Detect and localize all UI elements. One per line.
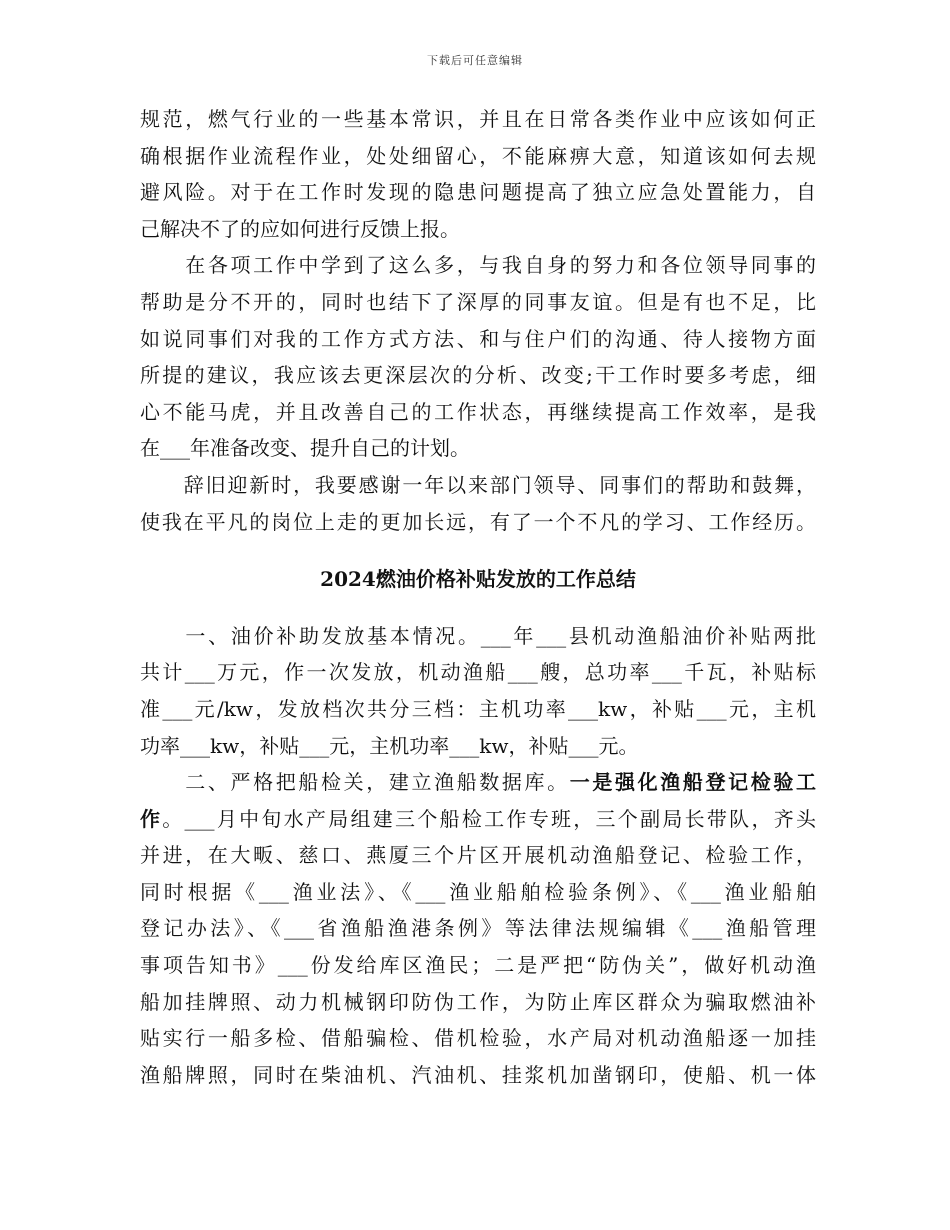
spacer [140, 600, 816, 618]
text-line: 事项告知书》___份发给库区渔民；二是严把“防伪关”，做好机动渔 [140, 953, 816, 978]
text-line: 同时根据《___渔业法》、《___渔业船舶检验条例》、《___渔业船舶 [140, 879, 816, 904]
text-run: 。___月中旬水产局组建三个船检工作专班，三个副局长带队，齐头 [162, 806, 817, 831]
paragraph [140, 467, 816, 540]
text-line: 登记办法》、《___省渔船渔港条例》等法律法规编辑《___渔船管理 [140, 916, 816, 941]
paragraph [140, 247, 816, 467]
text-line: 贴实行一船多检、借船骗检、借机检验，水产局对机动渔船逐一加挂 [140, 1026, 816, 1051]
bold-text-run: 一是强化渔船登记检验工 [569, 770, 817, 795]
text-line: 帮助是分不开的，同时也结下了深厚的同事友谊。但是有也不足，比 [140, 289, 816, 314]
text-line: 船加挂牌照、动力机械钢印防伪工作，为防止库区群众为骗取燃油补 [140, 989, 816, 1014]
text-line: 所提的建议，我应该去更深层次的分析、改变;干工作时要多考虑，细 [140, 363, 816, 388]
text-run: 二、严格把船检关，建立渔船数据库。 [140, 770, 570, 795]
paragraph [140, 101, 816, 247]
text-line: 准___元/kw，发放档次共分三档：主机功率___kw，补贴___元，主机 [140, 696, 816, 721]
page-header: 下载后可任意编辑 [427, 54, 523, 67]
text-line [140, 801, 816, 838]
text-line: 共计___万元，作一次发放，机动渔船___艘，总功率___千瓦，补贴标 [140, 660, 816, 685]
text-line: 确根据作业流程作业，处处细留心，不能麻痹大意，知道该如何去规 [140, 143, 816, 168]
text-line: 己解决不了的应如何进行反馈上报。 [140, 216, 460, 241]
text-line: 辞旧迎新时，我要感谢一年以来部门领导、同事们的帮助和鼓舞， [140, 472, 816, 497]
spacer [140, 540, 816, 558]
text-line: 并进，在大畈、慈口、燕厦三个片区开展机动渔船登记、检验工作， [140, 843, 816, 868]
document-body [140, 101, 816, 1093]
text-line: 避风险。对于在工作时发现的隐患问题提高了独立应急处置能力，自 [140, 180, 816, 205]
text-line: 功率___kw，补贴___元，主机功率___kw，补贴___元。 [140, 733, 639, 758]
text-line: 规范，燃气行业的一些基本常识，并且在日常各类作业中应该如何正 [140, 107, 816, 131]
section-title: 2024燃油价格补贴发放的工作总结 [320, 567, 636, 592]
text-line [140, 764, 816, 801]
text-line: 心不能马虎，并且改善自己的工作状态，再继续提高工作效率，是我 [140, 399, 816, 424]
text-line: 在各项工作中学到了这么多，与我自身的努力和各位领导同事的 [140, 253, 816, 278]
text-line: 如说同事们对我的工作方式方法、和与住户们的沟通、待人接物方面 [140, 326, 816, 351]
text-line: 一、油价补助发放基本情况。___年___县机动渔船油价补贴两批 [140, 623, 816, 648]
paragraph [140, 618, 816, 764]
text-line: 使我在平凡的岗位上走的更加长远，有了一个不凡的学习、工作经历。 [140, 509, 816, 534]
text-line: 在___年准备改变、提升自己的计划。 [140, 436, 470, 461]
text-line: 渔船牌照，同时在柴油机、汽油机、挂浆机加凿钢印，使船、机一体 [140, 1062, 816, 1087]
bold-text-run: 作 [140, 806, 163, 831]
paragraph [140, 764, 816, 1093]
